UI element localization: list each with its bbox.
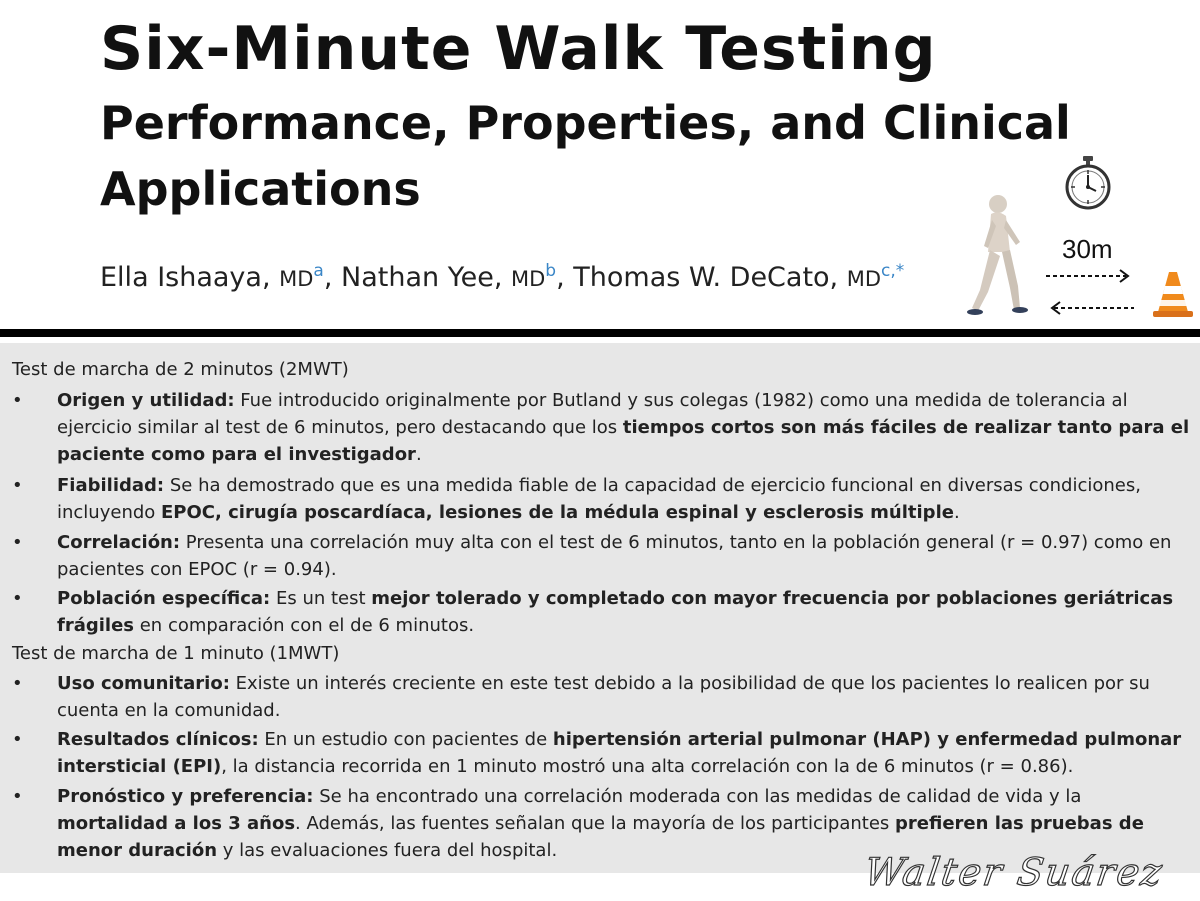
item-emphasis: hipertensión arterial pulmonar (HAP) y enfermedad pulmonar intersticial (EPI) — [57, 729, 1182, 777]
article-header — [0, 0, 1200, 328]
author-list — [100, 262, 904, 293]
author-name: Nathan Yee, — [341, 262, 511, 293]
item-emphasis: tiempos cortos son más fáciles de realizar tanto para el paciente como para el investigador — [57, 417, 1190, 465]
section-heading-1mwt: Test de marcha de 1 minuto (1MWT) — [12, 643, 340, 664]
item-text: Existe un interés creciente en este test debido a la posibilidad de que los pacientes lo realicen por su cuenta en la comunidad. — [57, 673, 1150, 721]
bullet: • — [12, 673, 23, 694]
arrow-right-icon — [1046, 270, 1128, 282]
arrow-left-icon — [1052, 302, 1134, 314]
stopwatch-icon — [1062, 155, 1114, 211]
shuttle-arrows — [1040, 262, 1140, 322]
article-subtitle-line2: Applications — [100, 162, 421, 216]
bullet: • — [12, 588, 23, 609]
distance-label: 30m — [1062, 234, 1113, 264]
bullet: • — [12, 786, 23, 807]
item-label: Resultados clínicos: — [57, 729, 259, 750]
item-text: Es un test — [270, 588, 372, 609]
item-label: Población específica: — [57, 588, 271, 609]
item-text: en comparación con el de 6 minutos. — [134, 615, 475, 636]
item-text: Presenta una correlación muy alta con el test de 6 minutos, tanto en la población general (r = 0.97) como en pacientes con EPOC (r = 0.94). — [57, 532, 1172, 580]
item-text: Se ha demostrado que es una medida fiable de la capacidad de ejercicio funcional en diversas condiciones, incluyendo — [57, 475, 1141, 523]
item-text: . — [415, 444, 422, 465]
item-emphasis: EPOC, cirugía poscardíaca, lesiones de la médula espinal y esclerosis múltiple — [161, 502, 954, 523]
item-label: Fiabilidad: — [57, 475, 165, 496]
item-text: y las evaluaciones fuera del hospital. — [217, 840, 558, 861]
item-label: Correlación: — [57, 532, 181, 553]
item-emphasis: mortalidad a los 3 años — [57, 813, 296, 834]
author-signature: Walter Suárez — [861, 850, 1167, 894]
traffic-cone-icon — [1150, 268, 1196, 320]
bullet: • — [12, 532, 23, 553]
item-text: Se ha encontrado una correlación moderada con las medidas de calidad de vida y la — [313, 786, 1082, 807]
item-emphasis: mejor tolerado y completado con mayor frecuencia por poblaciones geriátricas frágiles — [57, 588, 1174, 636]
item-label: Uso comunitario: — [57, 673, 230, 694]
author-degree: MD — [511, 267, 546, 291]
item-text: , la distancia recorrida en 1 minuto mostró una alta correlación con la de 6 minutos (r = 0.86). — [221, 756, 1074, 777]
article-title: Six-Minute Walk Testing — [100, 14, 937, 84]
item-emphasis: prefieren las pruebas de menor duración — [57, 813, 1144, 861]
item-text: En un estudio con pacientes de — [258, 729, 553, 750]
author-name: Thomas W. DeCato, — [573, 262, 847, 293]
item-text: Fue introducido originalmente por Butland y sus colegas (1982) como una medida de tolerancia al ejercicio similar al test de 6 minutos, pero destacando que los — [57, 390, 1128, 438]
bullet: • — [12, 475, 23, 496]
header-divider — [0, 329, 1200, 337]
author-affiliation: c,* — [881, 261, 905, 281]
item-text: . Además, las fuentes señalan que la mayoría de los participantes — [295, 813, 896, 834]
bullet: • — [12, 390, 23, 411]
author-degree: MD — [846, 267, 882, 291]
walking-person-icon — [958, 190, 1038, 320]
author-separator: , — [556, 262, 574, 293]
author-affiliation: b — [545, 261, 557, 281]
item-label: Origen y utilidad: — [57, 390, 235, 411]
item-label: Pronóstico y preferencia: — [57, 786, 314, 807]
author-affiliation: a — [313, 261, 324, 281]
author-separator: , — [323, 262, 342, 293]
author-degree: MD — [279, 267, 314, 291]
section-heading-2mwt: Test de marcha de 2 minutos (2MWT) — [12, 359, 349, 380]
author-name: Ella Ishaaya, — [100, 262, 280, 293]
article-subtitle-line1: Performance, Properties, and Clinical — [100, 96, 1071, 150]
bullet: • — [12, 729, 23, 750]
item-text: . — [953, 502, 960, 523]
